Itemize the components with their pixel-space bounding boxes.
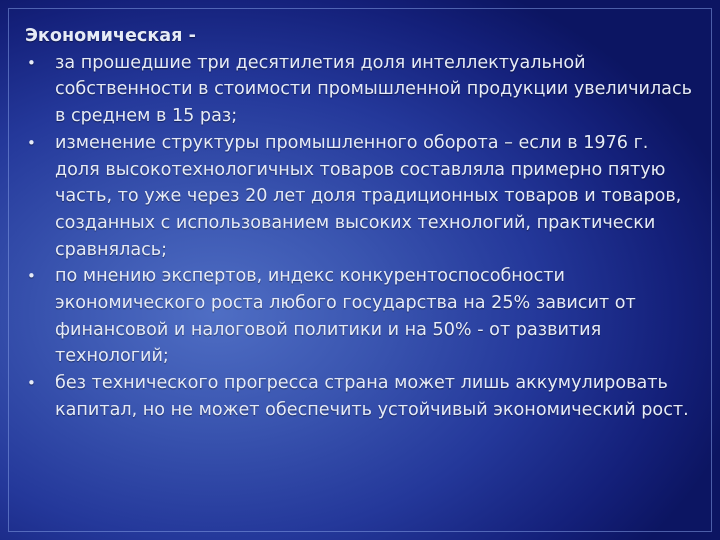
list-item-text: по мнению экспертов, индекс конкурентоспособности экономического роста любого государства на 25% зависит от финансовой и налоговой политики и на 50% - от развития технологий; xyxy=(55,266,636,367)
slide-content xyxy=(25,23,697,424)
list-item-text: за прошедшие три десятилетия доля интеллектуальной собственности в стоимости промышленной продукции увеличилась в среднем в 15 раз; xyxy=(55,52,693,127)
bullet-list xyxy=(25,50,697,424)
list-item xyxy=(25,130,697,264)
list-item xyxy=(25,370,697,423)
bullet-icon: • xyxy=(27,267,36,286)
bullet-icon: • xyxy=(27,374,36,393)
list-item-text: без технического прогресса страна может лишь аккумулировать капитал, но не может обеспечить устойчивый экономический рост. xyxy=(55,373,689,420)
list-item xyxy=(25,50,697,130)
bullet-icon: • xyxy=(27,133,36,152)
bullet-icon: • xyxy=(27,53,36,72)
slide-heading: Экономическая - xyxy=(25,26,196,46)
list-item-text: изменение структуры промышленного оборота – если в 1976 г. доля высокотехнологичных товаров составляла примерно пятую часть, то уже через 20 лет доля традиционных товаров и товаров, созданных с использованием высоких технологий, практически сравнялась; xyxy=(55,132,682,260)
list-item xyxy=(25,263,697,370)
